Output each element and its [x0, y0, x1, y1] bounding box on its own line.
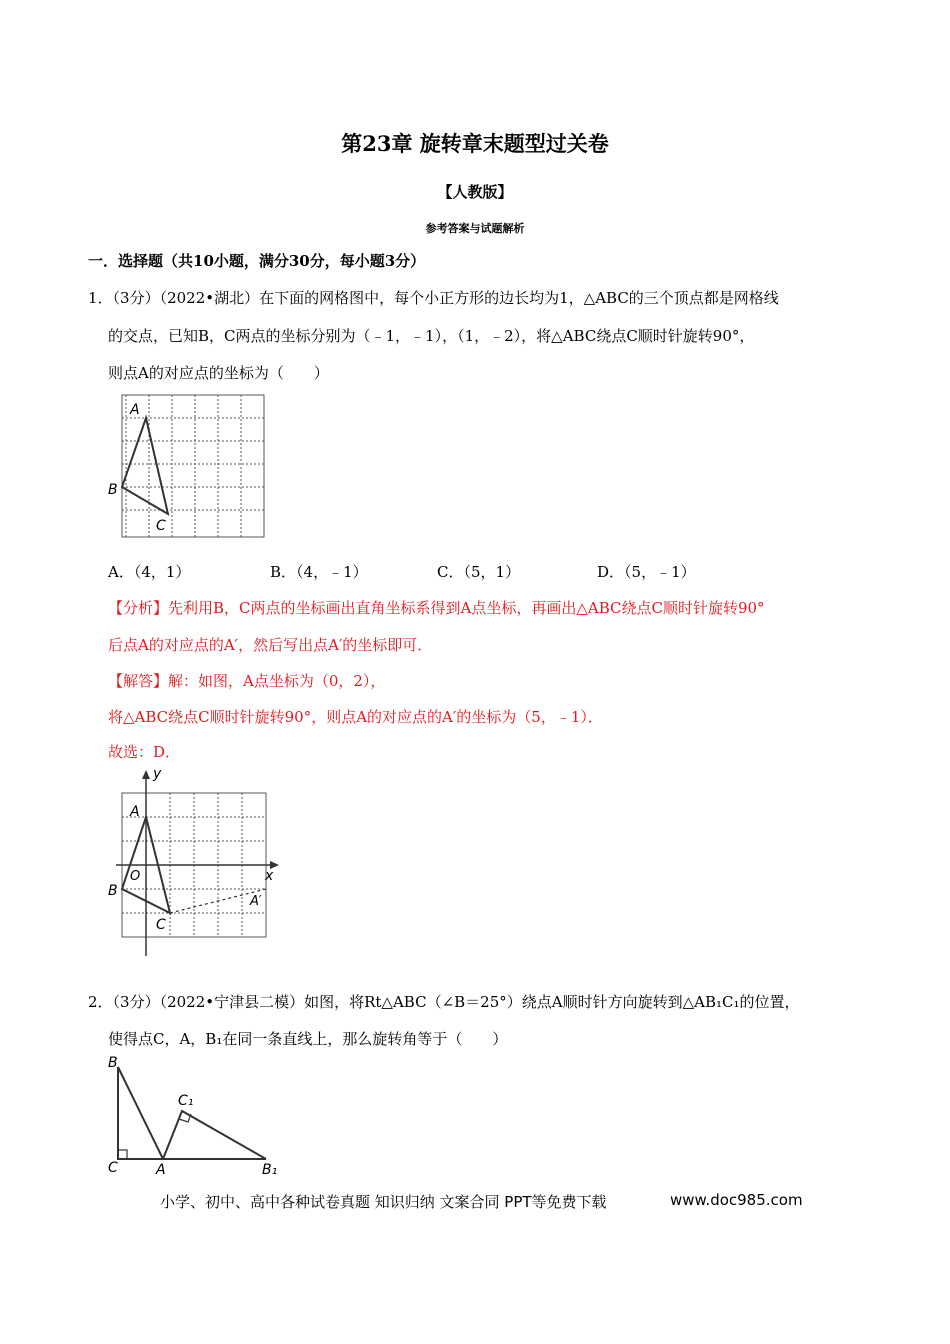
- fig3-label-c1: C₁: [178, 1093, 194, 1109]
- subtitle: 参考答案与试题解析: [425, 222, 525, 235]
- analysis-tag: 【分析】: [108, 599, 169, 617]
- q1-analysis-line1: 【分析】先利用B，C两点的坐标画出直角坐标系得到A点坐标，再画出△ABC绕点C顺时针旋转90°: [108, 599, 765, 617]
- q1-line3: 则点A的对应点的坐标为（ ）: [108, 364, 329, 382]
- fig1-label-b: B: [108, 482, 118, 498]
- q1-choice-b: B．（4，﹣1）: [270, 563, 368, 581]
- footer-text: 小学、初中、高中各种试卷真题 知识归纳 文案合同 PPT等免费下载: [160, 1193, 607, 1211]
- edition-label: 【人教版】: [437, 183, 513, 201]
- fig2-label-y: y: [153, 766, 162, 782]
- q1-answer-line1: 【解答】解：如图，A点坐标为（0，2），: [108, 672, 386, 690]
- fig2-label-c: C: [156, 917, 166, 933]
- q1-choice-d: D．（5，﹣1）: [597, 563, 696, 581]
- fig2-label-a: A: [130, 804, 140, 820]
- q2-line1: 2．（3分）（2022•宁津县二模）如图，将Rt△ABC（∠B＝25°）绕点A顺时针方向旋转到△AB₁C₁的位置，: [88, 993, 800, 1011]
- q1-answer-line2: 将△ABC绕点C顺时针旋转90°，则点A的对应点的A′的坐标为（5，﹣1）．: [108, 708, 603, 726]
- section-heading: 一．选择题（共10小题，满分30分，每小题3分）: [88, 252, 426, 270]
- q1-line1: 1．（3分）（2022•湖北）在下面的网格图中，每个小正方形的边长均为1，△ABC的三个顶点都是网格线: [88, 289, 779, 307]
- q1-answer-line3: 故选：D．: [108, 743, 181, 761]
- q1-line2: 的交点，已知B，C两点的坐标分别为（﹣1，﹣1），（1，﹣2），将△ABC绕点C顺时针旋转90°，: [108, 327, 755, 345]
- page-title: 第23章 旋转章末题型过关卷: [341, 131, 609, 156]
- fig2-label-x: x: [265, 868, 274, 884]
- q1-grid-figure: [104, 390, 274, 540]
- q1-solution-figure: [104, 766, 284, 958]
- q1-choice-a: A．（4，1）: [108, 563, 191, 581]
- fig3-label-a: A: [156, 1162, 166, 1178]
- q1-analysis-line2: 后点A的对应点的A′，然后写出点A′的坐标即可．: [108, 636, 433, 654]
- fig2-label-b: B: [108, 883, 118, 899]
- q2-triangle-figure: [104, 1053, 294, 1183]
- fig3-label-b1: B₁: [262, 1162, 278, 1178]
- fig1-label-c: C: [156, 518, 166, 534]
- fig3-label-c: C: [108, 1160, 118, 1176]
- fig3-label-b: B: [108, 1055, 118, 1071]
- answer-tag: 【解答】: [108, 672, 169, 690]
- q2-line2: 使得点C，A，B₁在同一条直线上，那么旋转角等于（ ）: [108, 1030, 508, 1048]
- q1-choice-c: C．（5，1）: [437, 563, 521, 581]
- fig2-label-o: O: [130, 869, 141, 884]
- fig2-label-aprime: A′: [250, 894, 262, 909]
- footer-url[interactable]: www.doc985.com: [670, 1191, 803, 1209]
- fig1-label-a: A: [130, 402, 140, 418]
